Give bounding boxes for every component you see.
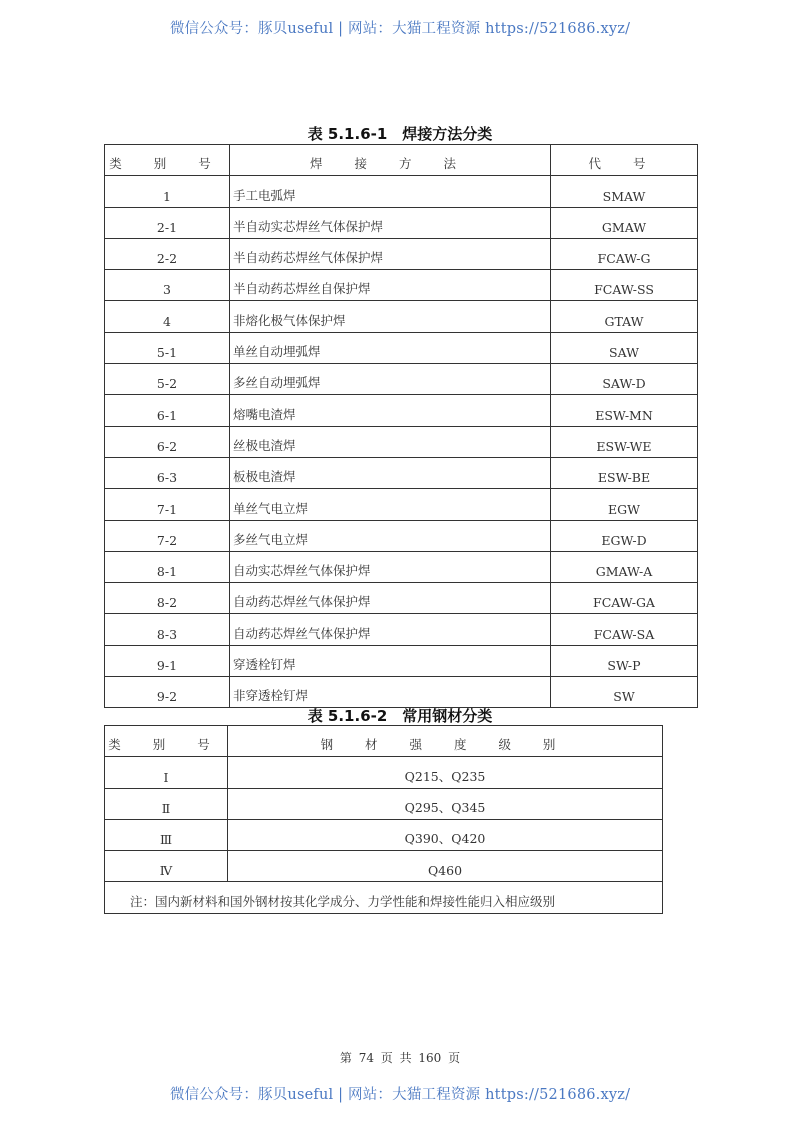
table-row xyxy=(105,583,698,614)
method-code: SMAW xyxy=(551,176,698,207)
table-row xyxy=(105,520,698,551)
method-code: EGW-D xyxy=(551,520,698,551)
category-no: Ⅰ xyxy=(105,757,228,788)
table-row xyxy=(105,395,698,426)
welding-method: 非熔化极气体保护焊 xyxy=(230,301,551,332)
table-row xyxy=(105,819,663,850)
table1-caption: 表 5.1.6-1 焊接方法分类 xyxy=(307,125,493,143)
method-code: SW xyxy=(551,677,698,708)
category-no: 6-2 xyxy=(105,426,230,457)
category-no: 5-2 xyxy=(105,364,230,395)
method-code: SW-P xyxy=(551,645,698,676)
welding-method: 熔嘴电渣焊 xyxy=(230,395,551,426)
welding-method: 手工电弧焊 xyxy=(230,176,551,207)
category-no: 2-2 xyxy=(105,238,230,269)
welding-method: 非穿透栓钉焊 xyxy=(230,677,551,708)
category-no: 2-1 xyxy=(105,207,230,238)
table-row xyxy=(105,757,663,788)
table-row xyxy=(105,332,698,363)
header-category-no: 类 别 号 xyxy=(105,145,230,176)
table-header-row xyxy=(105,145,698,176)
method-code: SAW xyxy=(551,332,698,363)
category-no: 8-3 xyxy=(105,614,230,645)
table-row xyxy=(105,489,698,520)
method-code: FCAW-G xyxy=(551,238,698,269)
category-no: 8-2 xyxy=(105,583,230,614)
method-code: EGW xyxy=(551,489,698,520)
steel-grade: Q390、Q420 xyxy=(228,819,663,850)
welding-method: 多丝气电立焊 xyxy=(230,520,551,551)
method-code: FCAW-SA xyxy=(551,614,698,645)
table-row xyxy=(105,426,698,457)
method-code: GMAW xyxy=(551,207,698,238)
table-row xyxy=(105,238,698,269)
category-no: 3 xyxy=(105,270,230,301)
category-no: 5-1 xyxy=(105,332,230,363)
welding-method: 穿透栓钉焊 xyxy=(230,645,551,676)
category-no: 7-2 xyxy=(105,520,230,551)
category-no: 7-1 xyxy=(105,489,230,520)
category-no: 1 xyxy=(105,176,230,207)
table-row xyxy=(105,551,698,582)
method-code: FCAW-SS xyxy=(551,270,698,301)
welding-method: 半自动实芯焊丝气体保护焊 xyxy=(230,207,551,238)
welding-method: 自动药芯焊丝气体保护焊 xyxy=(230,583,551,614)
category-no: 6-1 xyxy=(105,395,230,426)
category-no: Ⅱ xyxy=(105,788,228,819)
table-row xyxy=(105,614,698,645)
welding-method: 自动药芯焊丝气体保护焊 xyxy=(230,614,551,645)
table-row xyxy=(105,270,698,301)
steel-classes-table xyxy=(104,725,663,914)
category-no: Ⅲ xyxy=(105,819,228,850)
category-no: 9-1 xyxy=(105,645,230,676)
table2-caption: 表 5.1.6-2 常用钢材分类 xyxy=(307,707,493,725)
header-steel-grade: 钢 材 强 度 级 别 xyxy=(228,726,663,757)
welding-method: 单丝自动埋弧焊 xyxy=(230,332,551,363)
welding-method: 单丝气电立焊 xyxy=(230,489,551,520)
watermark-bottom: 微信公众号：豚贝useful | 网站：大猫工程资源 https://521686.xyz/ xyxy=(169,1087,631,1103)
category-no: 6-3 xyxy=(105,457,230,488)
welding-method: 半自动药芯焊丝气体保护焊 xyxy=(230,238,551,269)
welding-method: 自动实芯焊丝气体保护焊 xyxy=(230,551,551,582)
table-row xyxy=(105,301,698,332)
welding-method: 多丝自动埋弧焊 xyxy=(230,364,551,395)
category-no: Ⅳ xyxy=(105,851,228,882)
table-row xyxy=(105,677,698,708)
category-no: 4 xyxy=(105,301,230,332)
header-code: 代 号 xyxy=(551,145,698,176)
table-note: 注：国内新材料和国外钢材按其化学成分、力学性能和焊接性能归入相应级别 xyxy=(105,882,663,913)
table-row xyxy=(105,645,698,676)
category-no: 8-1 xyxy=(105,551,230,582)
table-row xyxy=(105,851,663,882)
table-row xyxy=(105,176,698,207)
method-code: ESW-BE xyxy=(551,457,698,488)
method-code: GMAW-A xyxy=(551,551,698,582)
welding-method: 半自动药芯焊丝自保护焊 xyxy=(230,270,551,301)
welding-method: 板极电渣焊 xyxy=(230,457,551,488)
watermark-top: 微信公众号：豚贝useful | 网站：大猫工程资源 https://521686.xyz/ xyxy=(169,21,631,37)
page-number: 第 74 页 共 160 页 xyxy=(339,1051,461,1065)
steel-grade: Q295、Q345 xyxy=(228,788,663,819)
header-welding-method: 焊 接 方 法 xyxy=(230,145,551,176)
table-note-row xyxy=(105,882,663,913)
method-code: SAW-D xyxy=(551,364,698,395)
table-header-row xyxy=(105,726,663,757)
method-code: ESW-WE xyxy=(551,426,698,457)
table-row xyxy=(105,364,698,395)
method-code: GTAW xyxy=(551,301,698,332)
method-code: FCAW-GA xyxy=(551,583,698,614)
welding-methods-table xyxy=(104,144,698,708)
welding-method: 丝极电渣焊 xyxy=(230,426,551,457)
steel-grade: Q215、Q235 xyxy=(228,757,663,788)
steel-grade: Q460 xyxy=(228,851,663,882)
table-row xyxy=(105,207,698,238)
method-code: ESW-MN xyxy=(551,395,698,426)
category-no: 9-2 xyxy=(105,677,230,708)
table-row xyxy=(105,457,698,488)
header-category-no: 类 别 号 xyxy=(105,726,228,757)
table-row xyxy=(105,788,663,819)
